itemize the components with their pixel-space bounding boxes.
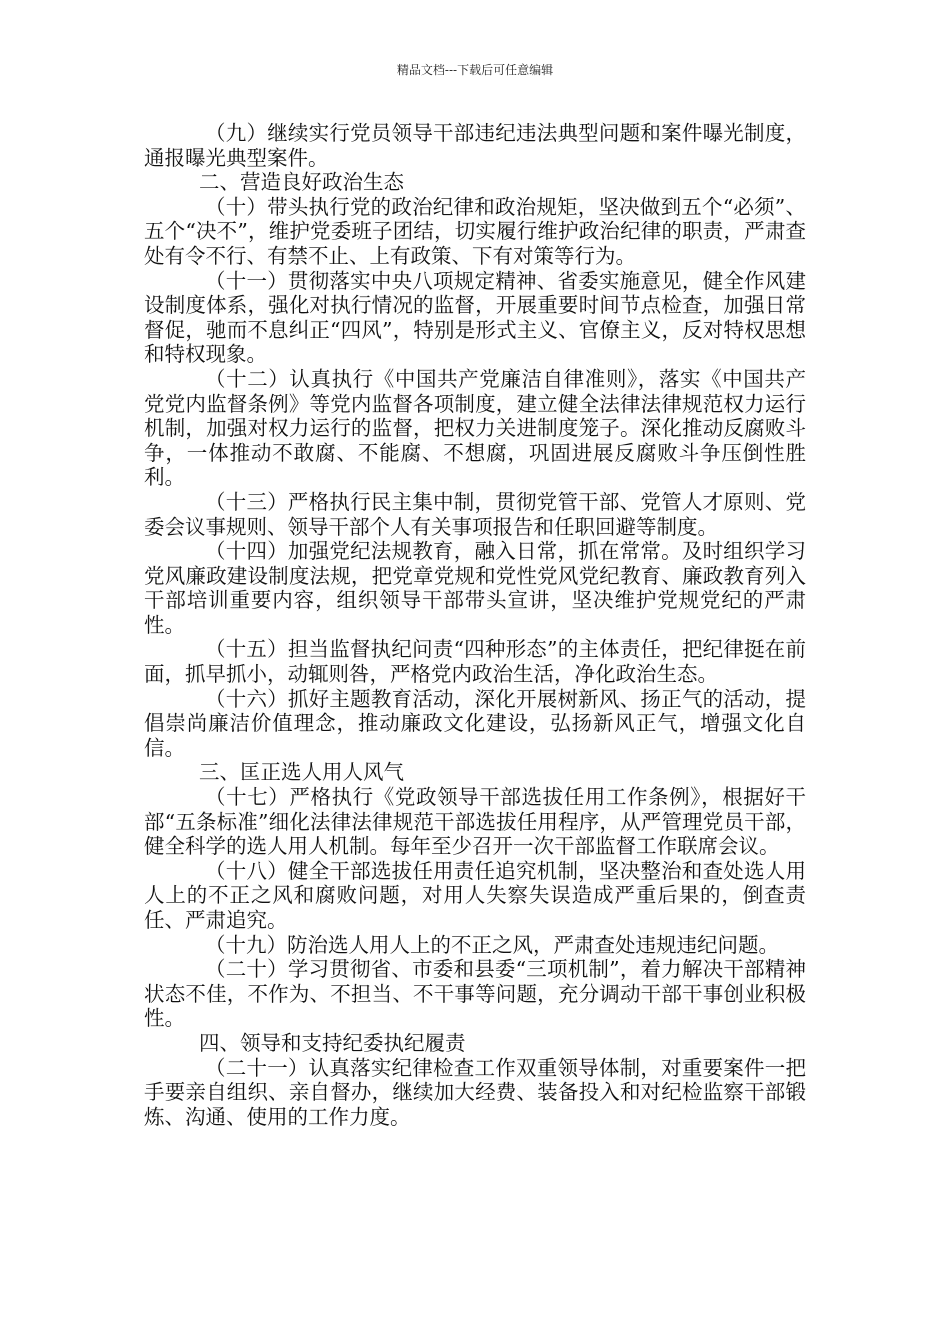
section-heading-2: 二、营造良好政治生态 [199,170,404,195]
paragraph-17: （十七）严格执行《党政领导干部选拔任用工作条例》，根据好干部“五条标准”细化法律法律规范干部选拔任用程序，从严管理党员干部，健全科学的选人用人机制。每年至少召开一次干部监督工作联席会议。 [144,785,806,859]
paragraph-9: （九）继续实行党员领导干部违纪违法典型问题和案件曝光制度，通报曝光典型案件。 [144,121,806,170]
paragraph-14: （十四）加强党纪法规教育，融入日常，抓在常常。及时组织学习党风廉政建设制度法规，把党章党规和党性党风党纪教育、廉政教育列入干部培训重要内容，组织领导干部带头宣讲，坚决维护党规党纪的严肃性。 [144,539,806,637]
document-body [144,121,806,1129]
paragraph-21: （二十一）认真落实纪律检查工作双重领导体制，对重要案件一把手要亲自组织、亲自督办，继续加大经费、装备投入和对纪检监察干部锻炼、沟通、使用的工作力度。 [144,1055,806,1129]
paragraph-20: （二十）学习贯彻省、市委和县委“三项机制”，着力解决干部精神状态不佳，不作为、不担当、不干事等问题，充分调动干部干事创业积极性。 [144,957,806,1031]
section-heading-4: 四、领导和支持纪委执纪履责 [199,1030,466,1055]
paragraph-12: （十二）认真执行《中国共产党廉洁自律准则》，落实《中国共产党党内监督条例》等党内监督各项制度，建立健全法律法律规范权力运行机制，加强对权力运行的监督，把权力关进制度笼子。深化推动反腐败斗争，一体推动不敢腐、不能腐、不想腐，巩固进展反腐败斗争压倒性胜利。 [144,366,806,490]
section-heading-3: 三、匡正选人用人风气 [199,760,404,785]
paragraph-10: （十）带头执行党的政治纪律和政治规矩，坚决做到五个“必须”、五个“决不”，维护党委班子团结，切实履行维护政治纪律的职责，严肃查处有令不行、有禁不止、上有政策、下有对策等行为。 [144,194,806,268]
paragraph-13: （十三）严格执行民主集中制，贯彻党管干部、党管人才原则、党委会议事规则、领导干部个人有关事项报告和任职回避等制度。 [144,489,806,539]
paragraph-11: （十一）贯彻落实中央八项规定精神、省委实施意见，健全作风建设制度体系，强化对执行情况的监督，开展重要时间节点检查，加强日常督促，驰而不息纠正“四风”，特别是形式主义、官僚主义，反对特权思想和特权现象。 [144,268,806,367]
page-header: 精品文档---下载后可任意编辑 [396,63,554,77]
paragraph-16: （十六）抓好主题教育活动，深化开展树新风、扬正气的活动，提倡崇尚廉洁价值理念，推动廉政文化建设，弘扬新风正气，增强文化自信。 [144,686,806,760]
paragraph-19: （十九）防治选人用人上的不正之风，严肃查处违规违纪问题。 [205,932,779,957]
paragraph-15: （十五）担当监督执纪问责“四种形态”的主体责任，把纪律挺在前面，抓早抓小，动辄则咎，严格党内政治生活，净化政治生态。 [144,637,806,687]
paragraph-18: （十八）健全干部选拔任用责任追究机制，坚决整治和查处选人用人上的不正之风和腐败问题，对用人失察失误造成严重后果的，倒查责任、严肃追究。 [144,858,806,932]
